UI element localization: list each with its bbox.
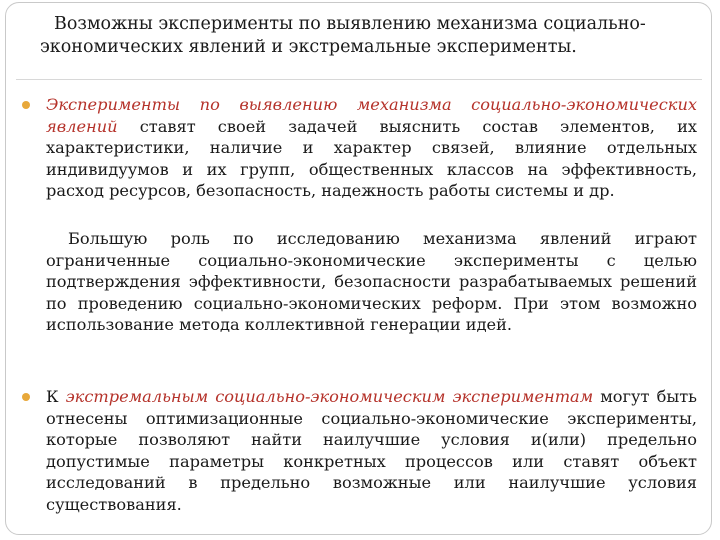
bullet-2-emphasis: экстремальным социально-экономическим экспериментам [65,387,594,406]
bullet-paragraph-1 [46,94,697,202]
bullet-2-prefix: К [46,387,66,406]
title-separator [16,79,702,80]
bullet-dot-icon [22,393,30,401]
bullet-paragraph-2 [46,386,697,515]
bullet-1-emphasis: Эксперименты по выявлению механизма социально-экономических явлений [46,95,697,136]
bullet-2-text: могут быть отнесены оптимизационные социально-экономические эксперименты, которые позволяют найти наилучшие условия и(или) предельно допустимые параметры конкретных процессов или ставят объект исследований в предельно возможные или наилучшие условия существования. [46,387,697,514]
paragraph-2: Большую роль по исследованию механизма явлений играют ограниченные социально-экономические эксперименты с целью подтверждения эффективности, безопасности разрабатываемых решений по проведению социально-экономических реформ. При этом возможно использование метода коллективной генерации идей. [46,229,697,334]
bullet-1-text: ставят своей задачей выяснить состав элементов, их характеристики, наличие и характер связей, влияние отдельных индивидуумов и их групп, общественных классов на эффективность, расход ресурсов, безопасность, надежность работы системы и др. [46,116,697,200]
slide-title: Возможны эксперименты по выявлению механизма социально-экономических явлений и экстремальные эксперименты. [40,14,646,57]
bullet-dot-icon [22,101,30,109]
